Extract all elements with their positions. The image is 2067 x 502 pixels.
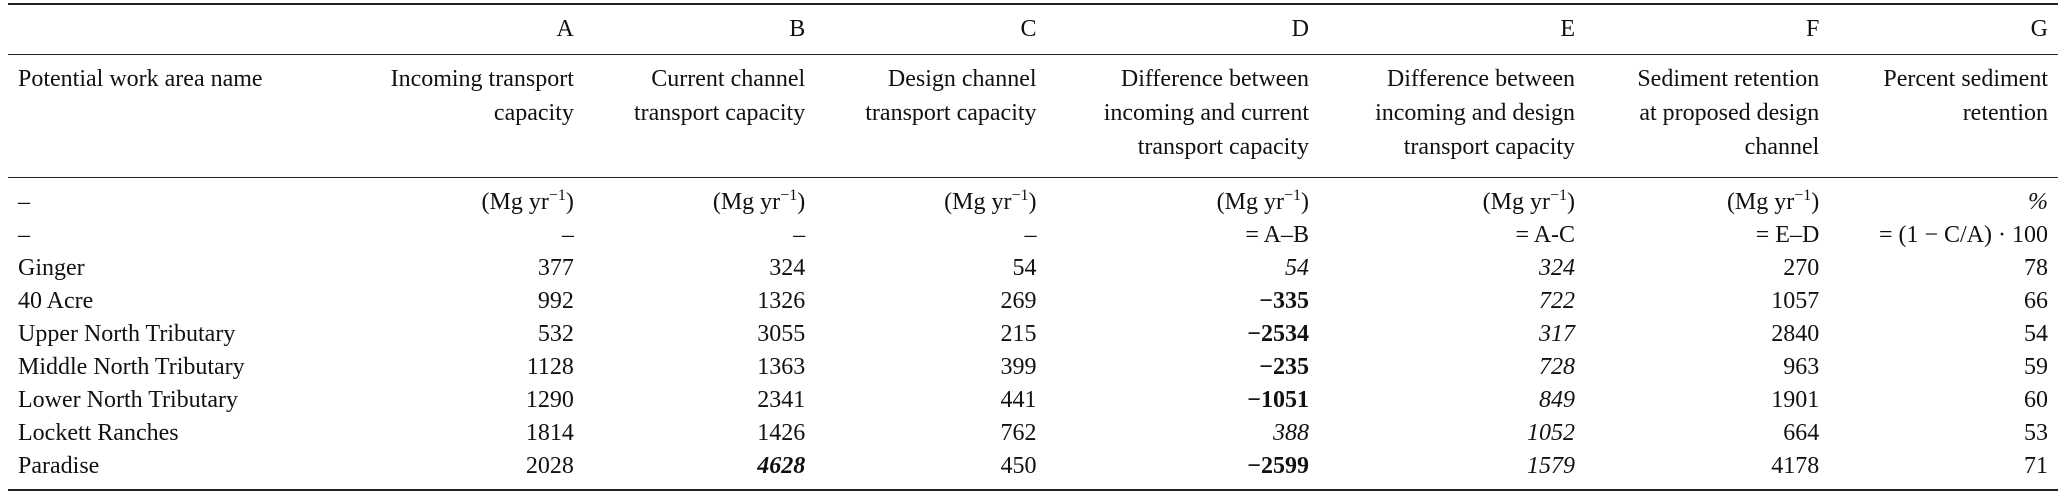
formula-cell: = A-C [1515, 222, 1576, 248]
cell-g: 54 [2024, 321, 2048, 347]
column-letter: E [1560, 16, 1576, 42]
cell-e: 728 [1539, 354, 1576, 380]
cell-e: 1052 [1527, 420, 1576, 446]
cell-f: 2840 [1771, 321, 1820, 347]
column-header: Incoming transport capacity [390, 66, 574, 126]
cell-e: 849 [1539, 387, 1576, 413]
formula-cell: – [1024, 222, 1037, 248]
column-header: Difference between incoming and current transport capacity [1103, 66, 1309, 160]
formula-cell: = (1 − C/A) · 100 [1878, 222, 2048, 248]
cell-c: 450 [1000, 453, 1037, 479]
column-letter: A [556, 16, 574, 42]
cell-b: 1326 [757, 288, 806, 314]
cell-c: 399 [1000, 354, 1037, 380]
work-area-name: Upper North Tributary [18, 321, 236, 347]
cell-a: 377 [537, 255, 574, 281]
units-cell: (Mg $yr^{-1}$) [1216, 187, 1309, 215]
cell-f: 963 [1783, 354, 1820, 380]
work-area-name: Middle North Tributary [18, 354, 245, 380]
table-row [8, 285, 2058, 318]
formula-row [8, 219, 2058, 252]
cell-f: 664 [1783, 420, 1820, 446]
cell-d: −2599 [1247, 453, 1309, 479]
cell-a: 1128 [526, 354, 574, 380]
units-cell: (Mg $yr^{-1}$) [712, 187, 806, 215]
cell-c: 54 [1012, 255, 1037, 281]
table-row [8, 417, 2058, 450]
cell-d: 388 [1272, 420, 1309, 446]
column-letter: B [789, 16, 806, 42]
cell-a: 532 [537, 321, 574, 347]
cell-d: 54 [1284, 255, 1309, 281]
cell-f: 1057 [1771, 288, 1820, 314]
work-area-name: Ginger [18, 255, 85, 281]
units-cell: % [2028, 189, 2048, 215]
cell-d: −235 [1259, 354, 1309, 380]
cell-g: 60 [2024, 387, 2048, 413]
cell-e: 722 [1539, 288, 1576, 314]
table-row [8, 450, 2058, 490]
column-letter-row [8, 4, 2058, 55]
cell-g: 59 [2024, 354, 2048, 380]
cell-c: 269 [1000, 288, 1037, 314]
cell-d: −335 [1259, 288, 1309, 314]
cell-a: 1814 [525, 420, 574, 446]
cell-c: 441 [1000, 387, 1037, 413]
units-row [8, 178, 2058, 220]
column-header: Current channel transport capacity [633, 66, 806, 126]
column-letter [8, 4, 338, 55]
column-letter: C [1020, 16, 1037, 42]
column-header: Difference between incoming and design transport capacity [1375, 66, 1576, 160]
formula-cell: – [793, 222, 806, 248]
cell-b: 324 [769, 255, 806, 281]
column-header: Percent sediment retention [1883, 66, 2048, 126]
units-cell: (Mg $yr^{-1}$) [481, 187, 574, 215]
cell-b: 1363 [757, 354, 806, 380]
units-cell: (Mg $yr^{-1}$) [1726, 187, 1820, 215]
cell-c: 215 [1000, 321, 1037, 347]
sediment-transport-table [8, 3, 2058, 491]
column-letter: G [2030, 16, 2048, 42]
cell-b: 2341 [757, 387, 806, 413]
cell-g: 71 [2024, 453, 2048, 479]
column-header-row [8, 55, 2058, 178]
column-letter: F [1805, 16, 1820, 42]
work-area-name: Paradise [18, 453, 100, 479]
table-row [8, 318, 2058, 351]
table-row [8, 252, 2058, 285]
column-header: Design channel transport capacity [865, 66, 1037, 126]
column-header: Potential work area name [18, 66, 263, 92]
column-header: Sediment retention at proposed design channel [1637, 66, 1820, 160]
cell-f: 4178 [1771, 453, 1820, 479]
formula-cell: – [561, 222, 574, 248]
cell-e: 1579 [1527, 453, 1576, 479]
units-cell: – [18, 189, 30, 215]
cell-f: 1901 [1771, 387, 1820, 413]
formula-cell: – [18, 222, 30, 248]
cell-d: −2534 [1247, 321, 1309, 347]
cell-a: 2028 [525, 453, 574, 479]
table-row [8, 384, 2058, 417]
cell-e: 317 [1539, 321, 1576, 347]
work-area-name: 40 Acre [18, 288, 94, 314]
cell-e: 324 [1539, 255, 1576, 281]
cell-d: −1051 [1247, 387, 1309, 413]
cell-b: 4628 [757, 453, 806, 479]
formula-cell: = E–D [1755, 222, 1820, 248]
units-cell: (Mg $yr^{-1}$) [944, 187, 1037, 215]
cell-g: 78 [2024, 255, 2048, 281]
work-area-name: Lockett Ranches [18, 420, 179, 446]
cell-a: 1290 [525, 387, 574, 413]
table-row [8, 351, 2058, 384]
units-cell: (Mg $yr^{-1}$) [1482, 187, 1576, 215]
cell-c: 762 [1000, 420, 1037, 446]
cell-a: 992 [537, 288, 574, 314]
work-area-name: Lower North Tributary [18, 387, 238, 413]
cell-g: 66 [2024, 288, 2048, 314]
formula-cell: = A–B [1245, 222, 1309, 248]
cell-g: 53 [2024, 420, 2048, 446]
column-letter: D [1291, 16, 1309, 42]
cell-b: 1426 [757, 420, 806, 446]
cell-b: 3055 [757, 321, 806, 347]
cell-f: 270 [1783, 255, 1820, 281]
